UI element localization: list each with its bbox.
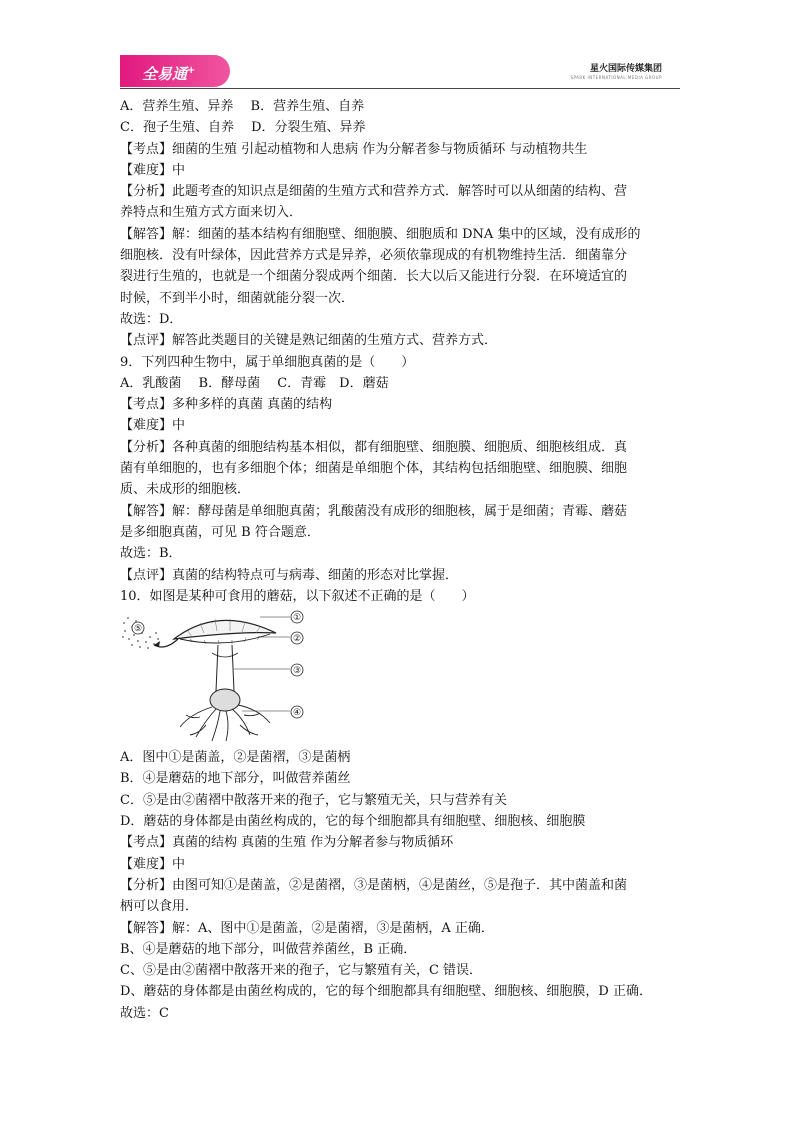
text-line: 质、未成形的细胞核． [120,482,251,498]
header-divider [120,88,680,89]
text-line: 故选：B． [120,546,182,562]
document-body [120,96,682,1024]
text-line: C、⑤是由②菌褶中散落开来的孢子，它与繁殖有关，C 错误． [120,963,483,979]
text-line: 9．下列四种生物中，属于单细胞真菌的是（ ） [120,354,415,370]
text-line: 【解答】解：A、图中①是菌盖，②是菌褶，③是菌柄，A 正确． [120,920,494,936]
text-line: A．图中①是菌盖，②是菌褶，③是菌柄 [120,750,351,766]
text-line: 【考点】细菌的生殖 引起动植物和人患病 作为分解者参与物质循环 与动植物共生 [120,141,588,157]
mushroom-diagram [120,609,320,745]
text-line: 【点评】真菌的结构特点可与病毒、细菌的形态对比掌握． [120,567,459,583]
text-line: 【难度】中 [120,418,186,434]
text-line: D．蘑菇的身体都是由菌丝构成的，它的每个细胞都具有细胞壁、细胞核、细胞膜 [120,814,586,830]
label-5: ⑤ [133,624,143,635]
text-line: A．营养生殖、异养 B．营养生殖、自养 [120,99,365,114]
text-line: D、蘑菇的身体都是由菌丝构成的，它的每个细胞都具有细胞壁、细胞核、细胞膜，D 正确． [120,984,652,1000]
text-line: 【分析】由图可知①是菌盖，②是菌褶，③是菌柄，④是菌丝，⑤是孢子．其中菌盖和菌 [120,877,628,893]
text-section-1 [120,96,682,607]
text-line: 10．如图是某种可食用的蘑菇，以下叙述不正确的是（ ） [120,588,475,604]
text-line: 【点评】解答此类题目的关键是熟记细菌的生殖方式、营养方式． [120,333,498,349]
mushroom-stipe [216,645,234,691]
mushroom-cap [174,620,276,639]
text-line: B、④是蘑菇的地下部分，叫做营养菌丝，B 正确． [120,941,417,957]
text-line: 【解答】解：酵母菌是单细胞真菌；乳酸菌没有成形的细胞核，属于是细菌；青霉、蘑菇 [120,503,628,519]
text-line: 故选：C [120,1005,169,1021]
text-line: 柄可以食用． [120,899,199,915]
text-section-2 [120,747,682,1024]
text-line: 【考点】真菌的结构 真菌的生殖 作为分解者参与物质循环 [120,835,454,851]
text-line: 时候，不到半小时，细菌就能分裂一次． [120,290,355,306]
text-line: 【分析】各种真菌的细胞结构基本相似，都有细胞壁、细胞膜、细胞质、细胞核组成．真 [120,439,628,455]
logo-plus: + [187,65,196,76]
text-line: 【考点】多种多样的真菌 真菌的结构 [120,397,333,413]
label-2: ② [292,634,302,645]
text-line: 细胞核．没有叶绿体，因此营养方式是异养，必须依靠现成的有机物维持生活．细菌靠分 [120,248,628,264]
text-line: 是多细胞真菌，可见 B 符合题意． [120,524,320,540]
text-line: 【分析】此题考查的知识点是细菌的生殖方式和营养方式．解答时可以从细菌的结构、营 [120,184,628,200]
text-line: 【难度】中 [120,162,186,178]
text-line: C．孢子生殖、自养 D．分裂生殖、异养 [120,120,366,136]
company-name: 星火国际传媒集团 [589,64,662,74]
brand-logo [120,55,230,87]
text-line: B．④是蘑菇的地下部分，叫做营养菌丝 [120,771,351,787]
page-header [120,55,680,91]
text-line: 菌有单细胞的，也有多细胞个体；细菌是单细胞个体，其结构包括细胞壁、细胞膜、细胞 [120,461,628,477]
label-1: ① [292,613,302,624]
label-4: ④ [292,708,302,719]
text-line: 【解答】解：细菌的基本结构有细胞壁、细胞膜、细胞质和 DNA 集中的区域，没有成形的 [120,226,641,242]
text-line: 故选：D． [120,311,183,327]
label-3: ③ [292,666,302,677]
mushroom-figure [120,607,682,747]
text-line: 【难度】中 [120,856,186,872]
text-line: C．⑤是由②菌褶中散落开来的孢子，它与繁殖无关，只与营养有关 [120,792,507,808]
text-line: 裂进行生殖的，也就是一个细菌分裂成两个细菌．长大以后又能进行分裂．在环境适宜的 [120,269,628,285]
stipe-base [210,689,240,711]
logo-text: 全易通 [142,65,188,83]
text-line: 养特点和生殖方式方面来切入． [120,205,303,221]
text-line: A．乳酸菌 B．酵母菌 C．青霉 D．蘑菇 [120,375,389,391]
company-block [570,61,662,80]
company-en: SPARK INTERNATIONAL MEDIA GROUP [570,75,662,80]
